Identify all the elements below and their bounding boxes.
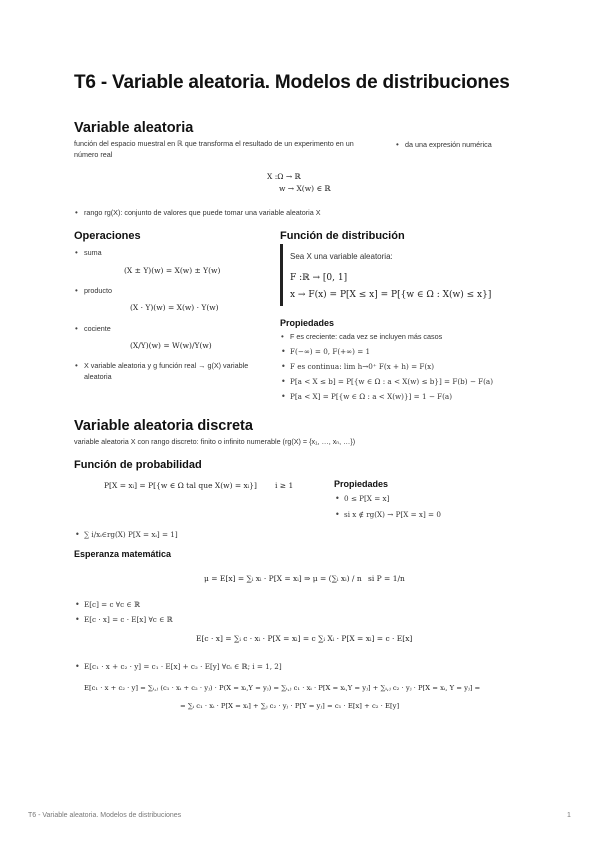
linear-bullet-3: • E[c₁ · x + c₂ · y] = c₁ · E[x] + c₂ · E[y] ∀cᵢ ∈ ℝ; i = 1, 2] bbox=[84, 662, 282, 671]
op-suma-formula: (X ± Y)(w) = X(w) ± Y(w) bbox=[124, 266, 221, 275]
discreta-sum-bullet: • ∑ i/xᵢ∈rg(X) P[X = xᵢ] = 1] bbox=[84, 530, 178, 539]
esperanza-formula: μ = E[x] = ∑ᵢ xᵢ · P[X = xᵢ] ⇒ μ = (∑ᵢ xᵢ) / n bbox=[204, 574, 362, 583]
section-heading-discreta: Variable aleatoria discreta bbox=[74, 418, 253, 434]
linear-bullet-1: • E[c] = c ∀c ∈ ℝ bbox=[84, 600, 140, 609]
distribucion-prop-4: • P[a < X ≤ b] = P[{w ∈ Ω : a < X(w) ≤ b}] = F(b) − F(a) bbox=[290, 377, 493, 386]
distribucion-intro: Sea X una variable aleatoria: bbox=[290, 252, 393, 261]
footer-title: T6 - Variable aleatoria. Modelos de distribuciones bbox=[28, 812, 182, 819]
linear-formula-3-line2: = ∑ᵢ c₁ · xᵢ · P[X = xᵢ] + ∑ⱼ c₂ · yⱼ · P[Y = yⱼ] = c₁ · E[x] + c₂ · E[y] bbox=[180, 702, 400, 710]
discreta-prop-1: • 0 ≤ P[X = x] bbox=[344, 494, 389, 503]
va-map-line1: X :Ω → ℝ bbox=[267, 172, 301, 181]
op-producto-label: • producto bbox=[84, 286, 112, 295]
section-heading-variable-aleatoria: Variable aleatoria bbox=[74, 120, 194, 136]
operaciones-heading: Operaciones bbox=[74, 230, 141, 242]
page-title: T6 - Variable aleatoria. Modelos de distribuciones bbox=[74, 72, 510, 93]
distribucion-prop-1: • F es creciente: cada vez se incluyen más casos bbox=[290, 332, 442, 341]
distribucion-props-heading: Propiedades bbox=[280, 318, 335, 328]
distribucion-formula-line2: x → F(x) = P[X ≤ x] = P[{w ∈ Ω : X(w) ≤ x}] bbox=[290, 290, 492, 300]
va-range-bullet: • rango rg(X): conjunto de valores que puede tomar una variable aleatoria X bbox=[84, 208, 321, 217]
distribucion-formula-line1: F :ℝ → [0, 1] bbox=[290, 273, 348, 283]
discreta-props-heading: Propiedades bbox=[334, 479, 389, 489]
linear-formula-2: E[c · x] = ∑ᵢ c · xᵢ · P[X = xᵢ] = c ∑ᵢ Xᵢ · P[X = xᵢ] = c · E[x] bbox=[196, 634, 413, 643]
va-definition-line1: función del espacio muestral en ℝ que transforma el resultado de un experimento en un bbox=[74, 139, 354, 148]
prob-heading: Función de probabilidad bbox=[74, 459, 202, 471]
op-funcion-bullet bbox=[84, 361, 274, 382]
prob-index: i ≥ 1 bbox=[275, 481, 294, 490]
va-definition-line2: número real bbox=[74, 149, 113, 159]
va-side-note: • da una expresión numérica bbox=[405, 140, 492, 149]
op-suma-label: • suma bbox=[84, 248, 102, 257]
op-funcion-line2: aleatoria bbox=[84, 371, 112, 381]
op-cociente-label: • cociente bbox=[84, 324, 111, 333]
distribucion-prop-3: • F es continua: lim h→0⁺ F(x + h) = F(x) bbox=[290, 362, 434, 371]
discreta-prop-2: • si x ∉ rg(X) → P[X = x] = 0 bbox=[344, 510, 441, 519]
esperanza-note: si P = 1/n bbox=[368, 574, 405, 583]
va-definition bbox=[74, 139, 384, 160]
distribucion-heading: Función de distribución bbox=[280, 230, 405, 242]
distribucion-prop-2: • F(−∞) = 0, F(+∞) = 1 bbox=[290, 347, 370, 356]
op-funcion-line1: • X variable aleatoria y g función real → g(X) variable bbox=[84, 361, 249, 370]
linear-formula-3-line1: E[c₁ · x + c₂ · y] = ∑ᵢ,ⱼ (c₁ · xᵢ + c₂ · yⱼ) · P(X = xᵢ,Y = yⱼ) = ∑ᵢ,ⱼ c₁ · xᵢ · P[X = xᵢ,Y = yⱼ] + ∑ᵢ,ⱼ c₂ · yⱼ · P[X = xᵢ, Y = yⱼ] = bbox=[84, 684, 481, 692]
discreta-definition: variable aleatoria X con rango discreto: finito o infinito numerable (rg(X) = {x₁, …, xₙ, …}) bbox=[74, 437, 356, 446]
prob-formula: P[X = xᵢ] = P[{w ∈ Ω tal que X(w) = xᵢ}] bbox=[104, 481, 257, 490]
esperanza-heading: Esperanza matemática bbox=[74, 549, 172, 559]
op-producto-formula: (X · Y)(w) = X(w) · Y(w) bbox=[130, 303, 219, 312]
op-cociente-formula: (X/Y)(w) = W(w)/Y(w) bbox=[130, 341, 212, 350]
va-map-line2: w → X(w) ∈ ℝ bbox=[279, 184, 331, 193]
footer-page-number: 1 bbox=[567, 812, 571, 819]
distribucion-prop-5: • P[a < X] = P[{w ∈ Ω : a < X(w)}] = 1 − F(a) bbox=[290, 392, 452, 401]
linear-bullet-2: • E[c · x] = c · E[x] ∀c ∈ ℝ bbox=[84, 615, 173, 624]
blockquote-bar bbox=[280, 244, 283, 306]
